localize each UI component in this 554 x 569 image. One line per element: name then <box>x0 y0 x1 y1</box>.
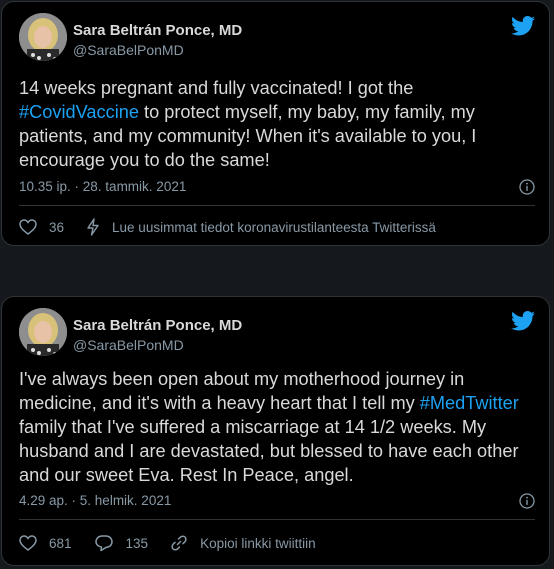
tweet-text-part: I've always been open about my motherhood journey in medicine, and it's with a heavy heart that I tell my <box>19 369 465 413</box>
like-button[interactable] <box>19 535 72 551</box>
avatar[interactable] <box>19 13 67 61</box>
reply-count: 135 <box>125 535 149 551</box>
heart-icon <box>19 535 37 551</box>
covid-info-link[interactable] <box>86 218 436 236</box>
author-handle[interactable]: @SaraBelPonMD <box>73 337 184 353</box>
tweet-text-part: family that I've suffered a miscarriage at 14 1/2 weeks. My husband and I are devastated, but blessed to have each other and our sweet Eva. Rest In Peace, angel. <box>19 417 519 485</box>
reply-icon <box>94 534 114 552</box>
twitter-bird-icon[interactable] <box>511 311 535 331</box>
link-icon <box>170 534 188 552</box>
hashtag-link[interactable]: #MedTwitter <box>419 393 519 413</box>
tweet-text <box>19 76 535 172</box>
tweet-text-part: 14 weeks pregnant and fully vaccinated! I got the <box>19 78 414 98</box>
copy-link-label: Kopioi linkki twiittiin <box>200 535 316 551</box>
like-count: 36 <box>49 219 65 235</box>
like-count: 681 <box>49 535 72 551</box>
tweet-text-part: to protect myself, my baby, my family, my patients, and my community! When it's available to you, I encourage you to do the same! <box>19 102 477 170</box>
tweet-timestamp[interactable]: 4.29 ap. · 5. helmik. 2021 <box>19 493 172 508</box>
author-handle[interactable]: @SaraBelPonMD <box>73 42 184 58</box>
divider <box>19 205 535 206</box>
tweet-text <box>19 367 535 487</box>
heart-icon <box>19 219 37 235</box>
bolt-icon <box>86 218 100 236</box>
reply-button[interactable] <box>94 534 149 552</box>
tweet-card[interactable] <box>1 1 550 246</box>
tweet-actions <box>19 215 535 239</box>
tweet-card[interactable] <box>1 296 550 566</box>
info-icon[interactable] <box>519 493 535 509</box>
author-name[interactable]: Sara Beltrán Ponce, MD <box>73 22 243 39</box>
author-name[interactable]: Sara Beltrán Ponce, MD <box>73 317 243 334</box>
divider <box>19 519 535 520</box>
info-icon[interactable] <box>519 179 535 195</box>
tweet-timestamp[interactable]: 10.35 ip. · 28. tammik. 2021 <box>19 179 187 194</box>
hashtag-link[interactable]: #CovidVaccine <box>19 102 139 122</box>
copy-link-button[interactable] <box>170 534 316 552</box>
tweet-actions <box>19 531 535 555</box>
avatar[interactable] <box>19 308 67 356</box>
twitter-bird-icon[interactable] <box>511 16 535 36</box>
like-button[interactable] <box>19 219 64 235</box>
covid-info-label: Lue uusimmat tiedot koronavirustilanteesta Twitterissä <box>112 219 436 235</box>
